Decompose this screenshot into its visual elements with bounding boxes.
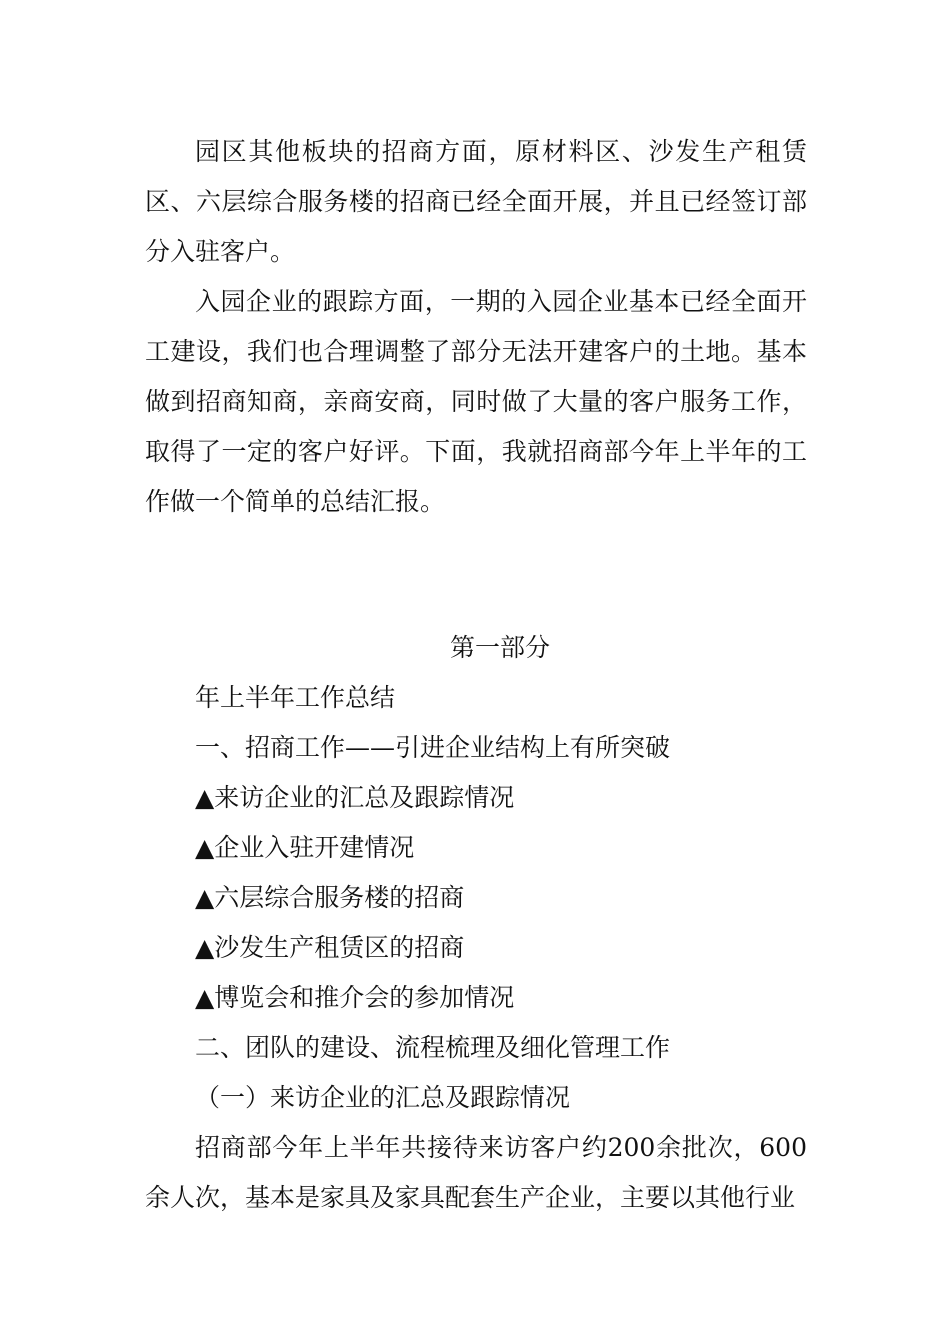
bullet-item: ▲博览会和推介会的参加情况 (195, 983, 515, 1012)
bullet-item: ▲来访企业的汇总及跟踪情况 (195, 783, 515, 812)
section-heading: 第一部分 (449, 633, 550, 662)
outline-item-2: 二、团队的建设、流程梳理及细化管理工作 (195, 1033, 671, 1062)
subsection-title: （一）来访企业的汇总及跟踪情况 (195, 1083, 571, 1112)
paragraph-visitor-summary: 招商部今年上半年共接待来访客户约200余批次，600余人次，基本是家具及家具配套生产企业，主要以其他行业 (145, 1133, 807, 1212)
outline-item-1: 一、招商工作——引进企业结构上有所突破 (195, 733, 671, 762)
paragraph-park-other-sectors: 园区其他板块的招商方面，原材料区、沙发生产租赁区、六层综合服务楼的招商已经全面开展，并且已经签订部分入驻客户。 (145, 137, 807, 266)
bullet-item: ▲沙发生产租赁区的招商 (195, 933, 465, 962)
paragraph-enterprise-tracking: 入园企业的跟踪方面，一期的入园企业基本已经全面开工建设，我们也合理调整了部分无法开建客户的土地。基本做到招商知商，亲商安商，同时做了大量的客户服务工作，取得了一定的客户好评。下面，我就招商部今年上半年的工作做一个简单的总结汇报。 (145, 287, 807, 516)
bullet-item: ▲六层综合服务楼的招商 (195, 883, 465, 912)
section-subtitle: 年上半年工作总结 (195, 683, 396, 712)
bullet-item: ▲企业入驻开建情况 (195, 833, 415, 862)
